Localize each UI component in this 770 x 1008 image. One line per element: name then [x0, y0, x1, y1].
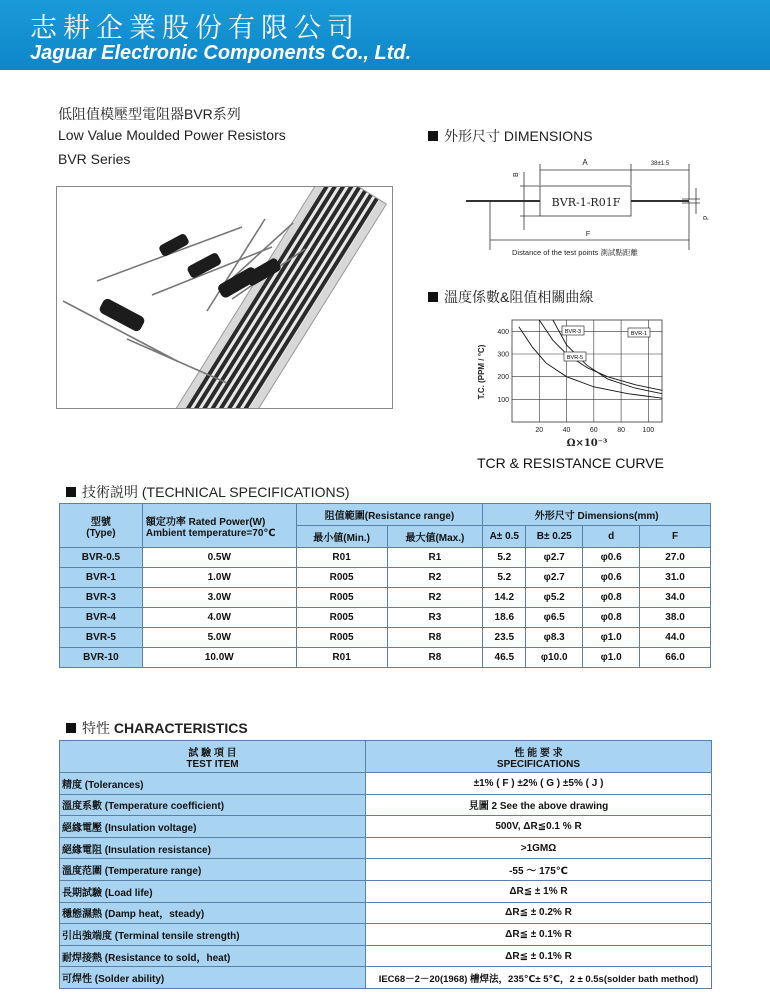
tech-spec-table: [59, 503, 711, 668]
x-tick-label: 100: [642, 427, 655, 434]
dimensions-drawing: [460, 150, 710, 265]
x-tick-label: 60: [589, 427, 598, 434]
header-test-item: 試 驗 項 目 TEST ITEM: [60, 741, 366, 773]
cell-b: φ8.3: [526, 628, 583, 648]
cell-f: 66.0: [640, 648, 711, 668]
cell-type: BVR-4: [60, 608, 143, 628]
specification-cell: ±1% ( F ) ±2% ( G ) ±5% ( J ): [366, 773, 712, 795]
header-min: 最小値(Min.): [296, 526, 387, 548]
cell-min: R005: [296, 628, 387, 648]
cell-b: φ5.2: [526, 588, 583, 608]
cell-power: 0.5W: [142, 548, 296, 568]
x-tick-label: 80: [617, 427, 625, 434]
cell-min: R005: [296, 568, 387, 588]
specification-cell: 見圖 2 See the above drawing: [366, 794, 712, 816]
table-row: [60, 967, 712, 989]
cell-a: 14.2: [483, 588, 526, 608]
specification-cell: ΔR≦ ± 0.1% R: [366, 924, 712, 946]
header-a: A± 0.5: [483, 526, 526, 548]
series-label: BVR-3: [564, 329, 582, 335]
table-row: [60, 859, 712, 881]
dim-label-lead: 38±1.5: [650, 161, 670, 167]
specification-cell: ΔR≦ ± 1% R: [366, 880, 712, 902]
test-item-cell: 溫度范圍 (Temperature range): [60, 859, 366, 881]
cell-a: 5.2: [483, 568, 526, 588]
test-item-cell: 絕緣電阻 (Insulation resistance): [60, 837, 366, 859]
cell-type: BVR-3: [60, 588, 143, 608]
resistor-illustration: [57, 187, 393, 409]
cell-f: 44.0: [640, 628, 711, 648]
header-dims: 外形尺寸 Dimensions(mm): [483, 504, 711, 526]
x-tick-label: 40: [562, 427, 571, 434]
header-power: 額定功率 Rated Power(W) Ambient temperature=70℃: [142, 504, 296, 548]
cell-b: φ2.7: [526, 568, 583, 588]
cell-type: BVR-5: [60, 628, 143, 648]
cell-power: 1.0W: [142, 568, 296, 588]
cell-power: 3.0W: [142, 588, 296, 608]
product-series: BVR Series: [58, 151, 131, 167]
header-type: 型號 (Type): [60, 504, 143, 548]
specification-cell: -55 ～ 175℃: [366, 859, 712, 881]
cell-type: BVR-10: [60, 648, 143, 668]
y-tick-label: 100: [497, 396, 509, 404]
cell-b: φ10.0: [526, 648, 583, 668]
cell-min: R005: [296, 608, 387, 628]
specification-cell: ΔR≦ ± 0.2% R: [366, 902, 712, 924]
product-title-cn: 低阻值模壓型電阻器BVR系列: [58, 106, 241, 122]
cell-min: R01: [296, 548, 387, 568]
test-item-cell: 可焊性 (Solder ability): [60, 967, 366, 989]
bullet-square-icon: [428, 131, 438, 141]
dim-label-b: B: [513, 172, 520, 177]
cell-type: BVR-1: [60, 568, 143, 588]
cell-power: 10.0W: [142, 648, 296, 668]
characteristics-table: [59, 740, 712, 989]
y-tick-label: 400: [497, 328, 509, 336]
resistor-marking: BVR-1-R01F: [551, 196, 621, 209]
header-specifications: 性 能 要 求 SPECIFICATIONS: [366, 741, 712, 773]
test-item-cell: 長期試驗 (Load life): [60, 880, 366, 902]
y-tick-label: 200: [497, 374, 509, 382]
table-row: [60, 945, 712, 967]
company-name-en: Jaguar Electronic Components Co., Ltd.: [30, 42, 412, 64]
cell-f: 34.0: [640, 588, 711, 608]
test-item-cell: 絕緣電壓 (Insulation voltage): [60, 816, 366, 838]
table-row: [60, 837, 712, 859]
test-item-cell: 引出強端度 (Terminal tensile strength): [60, 924, 366, 946]
y-tick-label: 300: [497, 351, 509, 359]
tcr-chart-title: TCR & RESISTANCE CURVE: [477, 455, 664, 471]
table-row: [60, 588, 711, 608]
table-row: [60, 568, 711, 588]
cell-a: 46.5: [483, 648, 526, 668]
specification-cell: IEC68－2－20(1968) 槽焊法，235℃± 5℃，2 ± 0.5s(solder bath method): [366, 967, 712, 989]
cell-d: φ0.6: [583, 568, 640, 588]
cell-a: 23.5: [483, 628, 526, 648]
cell-d: φ1.0: [583, 628, 640, 648]
tcr-heading: 溫度係數&阻值相關曲線: [428, 287, 593, 307]
tech-spec-heading: 技術説明 (TECHNICAL SPECIFICATIONS): [66, 482, 350, 502]
cell-f: 38.0: [640, 608, 711, 628]
cell-a: 18.6: [483, 608, 526, 628]
company-header: [0, 0, 770, 70]
table-row: [60, 924, 712, 946]
bullet-square-icon: [66, 487, 76, 497]
test-item-cell: 穩態濕熱 (Damp heat，steady): [60, 902, 366, 924]
cell-f: 31.0: [640, 568, 711, 588]
cell-min: R005: [296, 588, 387, 608]
table-row: [60, 628, 711, 648]
tcr-chart: [470, 318, 670, 453]
table-row: [60, 773, 712, 795]
cell-d: φ0.8: [583, 608, 640, 628]
table-row: [60, 816, 712, 838]
cell-max: R2: [387, 568, 483, 588]
header-b: B± 0.25: [526, 526, 583, 548]
bullet-square-icon: [428, 292, 438, 302]
cell-b: φ2.7: [526, 548, 583, 568]
cell-d: φ0.8: [583, 588, 640, 608]
series-label: BVR-5: [566, 355, 584, 361]
table-row: [60, 608, 711, 628]
table-row: [60, 648, 711, 668]
y-axis-label: T.C. (PPM / °C): [477, 344, 486, 400]
cell-d: φ1.0: [583, 648, 640, 668]
specification-cell: ΔR≦ ± 0.1% R: [366, 945, 712, 967]
cell-max: R8: [387, 648, 483, 668]
header-f: F: [640, 526, 711, 548]
table-row: [60, 794, 712, 816]
header-max: 最大値(Max.): [387, 526, 483, 548]
x-axis-label: Ω×10⁻³: [566, 438, 608, 449]
product-title-en: Low Value Moulded Power Resistors: [58, 127, 286, 143]
specification-cell: >1GMΩ: [366, 837, 712, 859]
bullet-square-icon: [66, 723, 76, 733]
table-row: [60, 880, 712, 902]
specification-cell: 500V, ΔR≦0.1 % R: [366, 816, 712, 838]
test-points-note: Distance of the test points 測試點距離: [512, 248, 638, 257]
company-name-cn: 志耕企業股份有限公司: [30, 13, 360, 44]
test-item-cell: 耐焊接熱 (Resistance to sold，heat): [60, 945, 366, 967]
cell-max: R8: [387, 628, 483, 648]
table-row: [60, 902, 712, 924]
cell-b: φ6.5: [526, 608, 583, 628]
cell-type: BVR-0.5: [60, 548, 143, 568]
cell-min: R01: [296, 648, 387, 668]
cell-f: 27.0: [640, 548, 711, 568]
header-range: 阻值範圍(Resistance range): [296, 504, 483, 526]
product-photo: [56, 186, 393, 409]
cell-d: φ0.6: [583, 548, 640, 568]
dim-label-f: F: [585, 231, 591, 238]
cell-max: R2: [387, 588, 483, 608]
dim-label-a: A: [582, 158, 588, 167]
characteristics-heading: 特性 CHARACTERISTICS: [66, 718, 248, 738]
cell-max: R3: [387, 608, 483, 628]
x-tick-label: 20: [535, 427, 544, 434]
header-d: d: [583, 526, 640, 548]
test-item-cell: 精度 (Tolerances): [60, 773, 366, 795]
cell-a: 5.2: [483, 548, 526, 568]
series-label: BVR-1: [630, 331, 648, 337]
cell-power: 4.0W: [142, 608, 296, 628]
cell-max: R1: [387, 548, 483, 568]
test-item-cell: 溫度系數 (Temperature coefficient): [60, 794, 366, 816]
cell-power: 5.0W: [142, 628, 296, 648]
dimensions-heading: 外形尺寸 DIMENSIONS: [428, 126, 593, 146]
dim-label-d: d: [701, 216, 708, 220]
table-row: [60, 548, 711, 568]
